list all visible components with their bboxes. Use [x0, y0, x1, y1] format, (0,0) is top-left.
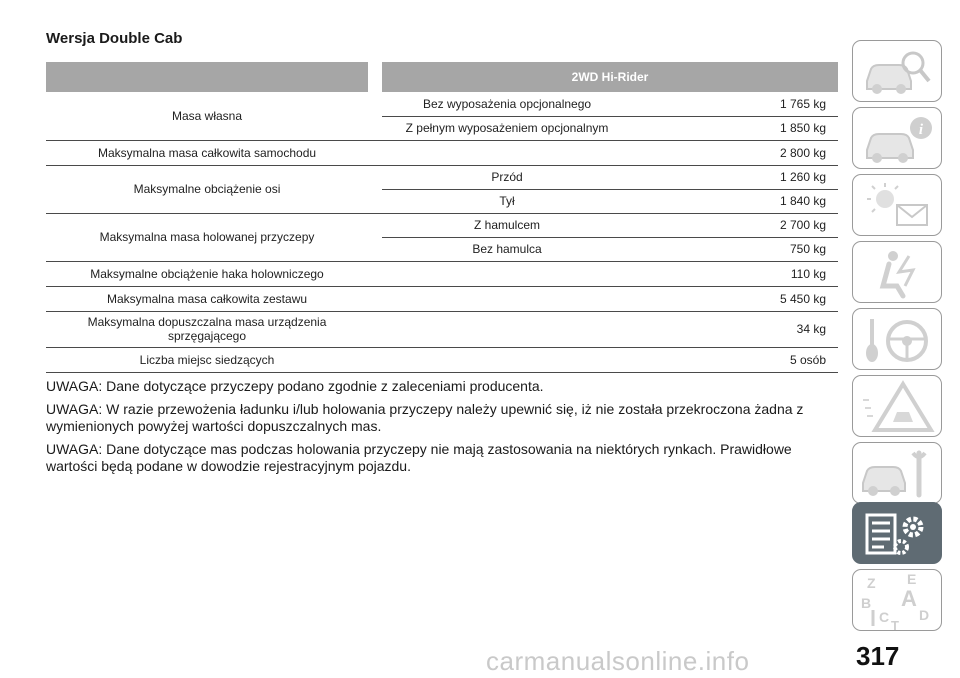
index-letter: Z [867, 575, 876, 591]
row-sub-label: Przód [491, 170, 523, 184]
tab-car-info[interactable] [852, 107, 942, 169]
row-value: 1 765 kg [779, 96, 827, 111]
index-letter: E [907, 571, 917, 587]
table-row [46, 347, 838, 372]
specifications-table [46, 62, 838, 373]
tab-alphabetical-index[interactable] [852, 569, 942, 631]
row-label: Maksymalne obciążenie osi [46, 165, 368, 213]
tab-warning-triangle[interactable] [852, 375, 942, 437]
table-row [46, 165, 838, 189]
row-label: Maksymalna masa całkowita samochodu [46, 140, 368, 165]
index-letter: C [879, 609, 890, 625]
warning-light-envelope-icon [853, 175, 943, 237]
table-header-row [46, 62, 838, 92]
row-value: 34 kg [632, 311, 838, 347]
row-label-line: sprzęgającego [167, 329, 247, 343]
specifications-gears-icon [853, 503, 943, 565]
row-sub-label: Z hamulcem [473, 218, 541, 232]
page-title: Wersja Double Cab [46, 30, 183, 47]
seat-airbag-icon [853, 242, 943, 304]
row-label [46, 311, 368, 347]
car-wrench-icon [853, 443, 943, 505]
tab-car-service[interactable] [852, 442, 942, 504]
index-letter: A [901, 586, 917, 611]
table-row [46, 213, 838, 237]
tab-car-search[interactable] [852, 40, 942, 102]
notes-section [46, 378, 826, 481]
car-search-icon [853, 41, 943, 103]
row-value: 750 kg [632, 237, 838, 261]
row-sub-label: Bez wyposażenia opcjonalnego [422, 96, 592, 111]
warning-triangle-icon [853, 376, 943, 438]
key-steering-wheel-icon [853, 309, 943, 371]
page-number: 317 [856, 641, 900, 671]
svg-text:i: i [918, 122, 924, 138]
table-row [46, 92, 838, 116]
row-sub-label: Z pełnym wyposażeniem opcjonalnym [382, 116, 632, 140]
tab-specifications[interactable] [852, 502, 942, 564]
row-label: Maksymalne obciążenie haka holowniczego [46, 261, 368, 286]
table-row [46, 286, 838, 311]
table-row [46, 261, 838, 286]
alphabetical-index-icon [853, 570, 943, 632]
row-value: 2 800 kg [632, 140, 838, 165]
car-info-icon [853, 108, 943, 170]
row-value: 110 kg [632, 261, 838, 286]
note-paragraph: UWAGA: Dane dotyczące mas podczas holowania przyczepy nie mają zastosowania na niektórych rynkach. Prawidłowe wartości będą podane w dowodzie rejestracyjnym pojazdu. [46, 441, 792, 474]
table-header-blank [46, 62, 368, 92]
row-label: Masa własna [46, 92, 368, 140]
row-value: 5 450 kg [632, 286, 838, 311]
index-letter: T [891, 618, 899, 632]
row-sub-label: Tył [382, 189, 632, 213]
row-value: 2 700 kg [779, 218, 827, 232]
index-letter: D [919, 607, 930, 623]
note-paragraph: UWAGA: Dane dotyczące przyczepy podano zgodnie z zaleceniami producenta. [46, 378, 544, 394]
row-sub-label: Bez hamulca [382, 237, 632, 261]
row-value: 1 850 kg [632, 116, 838, 140]
table-row [46, 140, 838, 165]
table-header-variant: 2WD Hi-Rider [382, 62, 838, 92]
row-label: Liczba miejsc siedzących [46, 347, 368, 372]
tab-key-steering[interactable] [852, 308, 942, 370]
tab-warning-lights[interactable] [852, 174, 942, 236]
watermark: carmanualsonline.info [486, 646, 750, 676]
row-label: Maksymalna masa holowanej przyczepy [46, 213, 368, 261]
tab-seat-airbag[interactable] [852, 241, 942, 303]
row-value: 5 osób [632, 347, 838, 372]
note-paragraph: UWAGA: W razie przewożenia ładunku i/lub holowania przyczepy należy upewnić się, iż nie została przekroczona żadna z wymienionych powyżej wartości dopuszczalnych mas. [46, 401, 804, 434]
row-value: 1 260 kg [779, 170, 827, 184]
row-label: Maksymalna masa całkowita zestawu [46, 286, 368, 311]
row-value: 1 840 kg [632, 189, 838, 213]
table-row [46, 311, 838, 347]
index-letter: B [861, 595, 872, 611]
row-label-line: Maksymalna dopuszczalna masa urządzenia [87, 315, 327, 329]
